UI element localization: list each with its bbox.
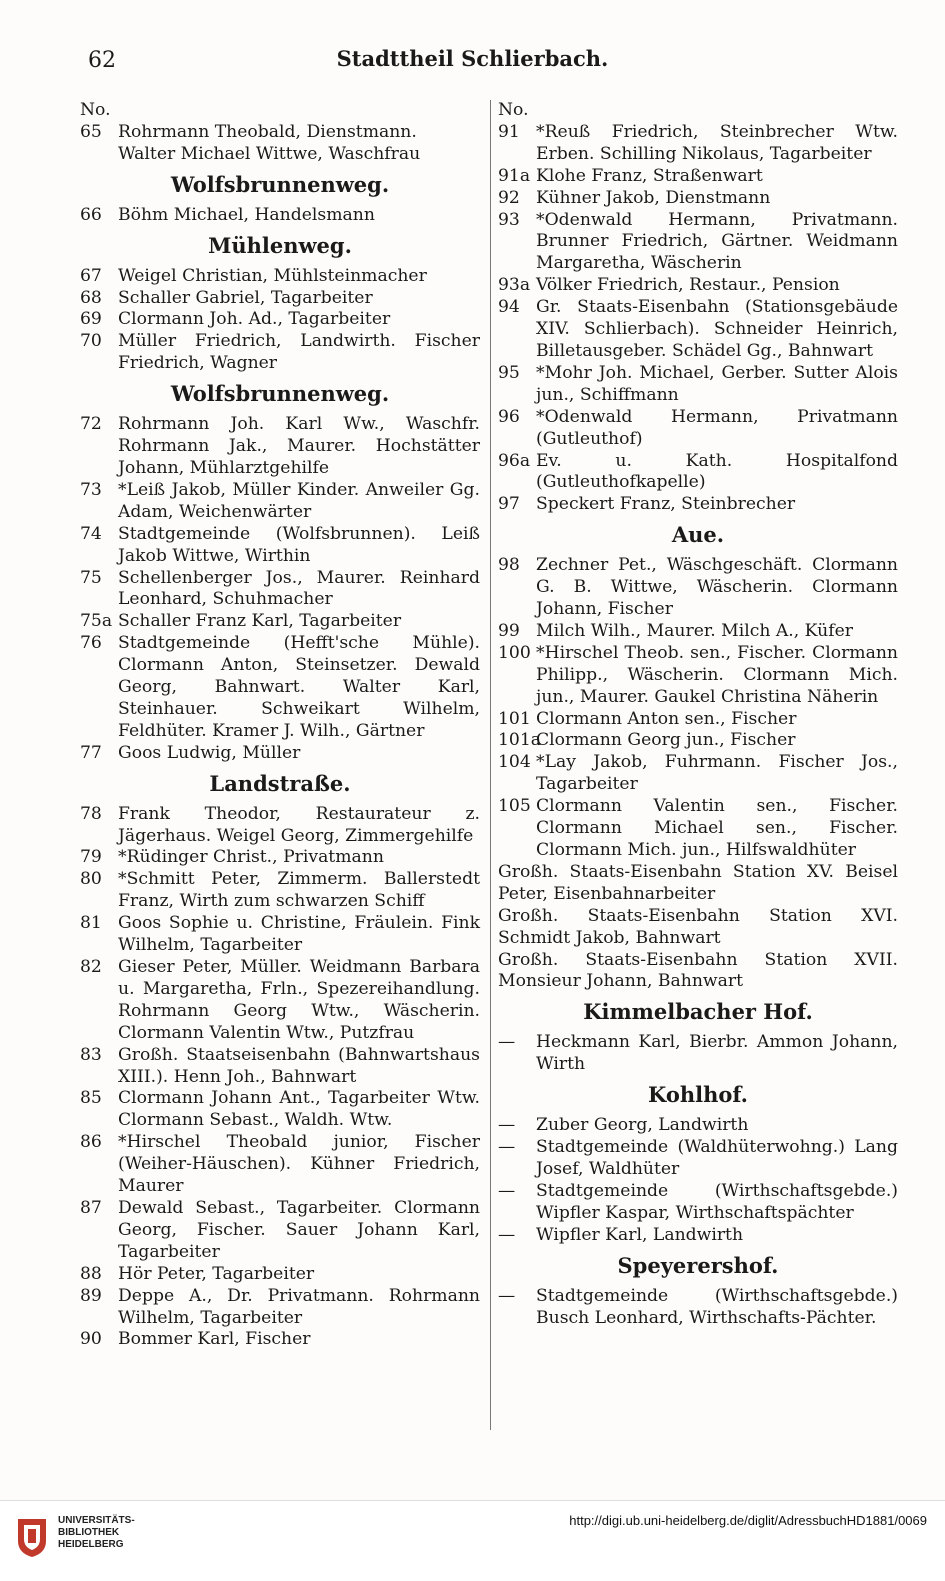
column-number-label: No. <box>80 100 111 120</box>
entry-text: Goos Sophie u. Christine, Fräulein. Fink Wilhelm, Tagarbeiter <box>118 913 480 956</box>
footer <box>0 1500 945 1581</box>
directory-entry <box>80 1088 480 1132</box>
house-number: 78 <box>80 803 102 824</box>
library-name: UNIVERSITÄTS- BIBLIOTHEK HEIDELBERG <box>58 1515 135 1550</box>
entry-text: Speckert Franz, Steinbrecher <box>536 494 796 515</box>
entry-text: *Leiß Jakob, Müller Kinder. Anweiler Gg. Adam, Weichenwärter <box>118 479 480 522</box>
house-number: 73 <box>80 479 102 500</box>
page-number: 62 <box>88 48 116 73</box>
directory-entry <box>80 1264 480 1286</box>
house-number: 86 <box>80 1132 102 1153</box>
house-number: 69 <box>80 309 102 330</box>
entry-text: *Odenwald Hermann, Privatmann. Brunner Friedrich, Gärtner. Weidmann Margaretha, Wäscherin <box>536 209 898 274</box>
entry-text: *Odenwald Hermann, Privatmann (Gutleuthof) <box>536 406 898 449</box>
entry-text: Stadtgemeinde (Wolfsbrunnen). Leiß Jakob Wittwe, Wirthin <box>118 523 480 566</box>
house-number: 74 <box>80 523 102 544</box>
entry-text: Großh. Staatseisenbahn (Bahnwartshaus XIII.). Henn Joh., Bahnwart <box>118 1044 480 1087</box>
entry-text: *Hirschel Theobald junior, Fischer (Weiher-Häuschen). Kühner Friedrich, Maurer <box>118 1132 480 1197</box>
directory-entry <box>80 266 480 288</box>
entry-continuation: Walter Michael Wittwe, Waschfrau <box>118 143 421 164</box>
entry-text: Rohrmann Theobald, Dienstmann. <box>118 121 417 142</box>
directory-entry <box>80 480 480 524</box>
entry-text: *Schmitt Peter, Zimmerm. Ballerstedt Franz, Wirth zum schwarzen Schiff <box>118 869 480 912</box>
entry-text: Gieser Peter, Müller. Weidmann Barbara u. Margaretha, Frln., Spezereihandlung. Rohrmann Georg Wtw., Wäscherin. Clormann Valentin Wtw., Putzfrau <box>118 957 480 1043</box>
house-number: 93a <box>498 275 531 296</box>
house-number: 67 <box>80 265 102 286</box>
entry-text: Clormann Anton sen., Fischer <box>536 708 797 729</box>
house-number: 94 <box>498 297 520 318</box>
house-number: 80 <box>80 869 102 890</box>
entry-text: Stadtgemeinde (Hefft'sche Mühle). Clormann Anton, Steinsetzer. Dewald Georg, Bahnwart. Walter Karl, Steinhauer. Schweikart Wilhelm, Feldhüter. Kramer J. Wilh., Gärtner <box>118 633 480 741</box>
directory-entry <box>80 847 480 869</box>
house-number: 87 <box>80 1197 102 1218</box>
directory-entry <box>498 1286 898 1330</box>
entry-text: Deppe A., Dr. Privatmann. Rohrmann Wilhelm, Tagarbeiter <box>118 1285 480 1328</box>
house-number: — <box>498 1032 516 1053</box>
directory-entry <box>498 297 898 363</box>
entry-text: Kühner Jakob, Dienstmann <box>536 187 771 208</box>
entry-text: Clormann Georg jun., Fischer <box>536 730 796 751</box>
directory-entry <box>498 555 898 621</box>
house-number: 92 <box>498 187 520 208</box>
directory-entry <box>498 451 898 495</box>
house-number: 85 <box>80 1088 102 1109</box>
house-number: 91 <box>498 121 520 142</box>
directory-entry <box>80 611 480 633</box>
entry-text: Schaller Franz Karl, Tagarbeiter <box>118 611 402 632</box>
house-number: 83 <box>80 1044 102 1065</box>
directory-entry-plain: Großh. Staats-Eisenbahn Station XVII. Monsieur Johann, Bahnwart <box>498 949 898 992</box>
directory-entry <box>498 796 898 862</box>
house-number: 70 <box>80 331 102 352</box>
house-number: 77 <box>80 742 102 763</box>
street-heading: Landstraße. <box>209 770 351 796</box>
entry-text: Clormann Joh. Ad., Tagarbeiter <box>118 309 391 330</box>
directory-entry <box>498 275 898 297</box>
house-number: — <box>498 1285 516 1306</box>
house-number: 96a <box>498 450 531 471</box>
entry-text: Völker Friedrich, Restaur., Pension <box>536 275 840 296</box>
right-column <box>498 100 898 1329</box>
house-number: 104 <box>498 752 531 773</box>
source-link[interactable]: http://digi.ub.uni-heidelberg.de/diglit/AdressbuchHD1881/0069 <box>569 1513 927 1528</box>
house-number: 79 <box>80 847 102 868</box>
entry-text: *Lay Jakob, Fuhrmann. Fischer Jos., Tagarbeiter <box>536 752 898 795</box>
directory-entry <box>498 1115 898 1137</box>
directory-entry <box>80 1045 480 1089</box>
house-number: 90 <box>80 1329 102 1350</box>
house-number: 98 <box>498 555 520 576</box>
directory-entry <box>498 166 898 188</box>
directory-entry <box>80 524 480 568</box>
house-number: 75a <box>80 611 113 632</box>
entry-text: Zuber Georg, Landwirth <box>536 1115 749 1136</box>
left-column <box>80 100 480 1351</box>
entry-text: Schellenberger Jos., Maurer. Reinhard Leonhard, Schuhmacher <box>118 567 480 610</box>
street-heading: Kohlhof. <box>648 1082 748 1108</box>
directory-entry <box>80 205 480 227</box>
directory-entry <box>80 1286 480 1330</box>
directory-entry <box>80 1329 480 1351</box>
entry-text: Stadtgemeinde (Wirthschaftsgebde.) Wipfler Kaspar, Wirthschaftspächter <box>536 1180 898 1223</box>
directory-entry <box>80 288 480 310</box>
directory-entry <box>80 414 480 480</box>
directory-entry-plain: Großh. Staats-Eisenbahn Station XV. Beisel Peter, Eisenbahnarbeiter <box>498 861 898 904</box>
directory-entry <box>498 1137 898 1181</box>
entry-text: Bommer Karl, Fischer <box>118 1329 311 1350</box>
directory-entry <box>498 1181 898 1225</box>
entry-text: *Reuß Friedrich, Steinbrecher Wtw. Erben. Schilling Nikolaus, Tagarbeiter <box>536 121 898 164</box>
directory-entry <box>80 869 480 913</box>
house-number: 72 <box>80 414 102 435</box>
directory-entry <box>498 407 898 451</box>
street-heading: Wolfsbrunnenweg. <box>170 171 390 197</box>
directory-entry <box>498 188 898 210</box>
house-number: 68 <box>80 287 102 308</box>
directory-entry <box>498 709 898 731</box>
entry-text: Gr. Staats-Eisenbahn (Stationsgebäude XIV. Schlierbach). Schneider Heinrich, Billetausgeber. Schädel Gg., Bahnwart <box>536 297 898 361</box>
directory-entry <box>80 568 480 612</box>
house-number: 66 <box>80 204 102 225</box>
house-number: 82 <box>80 957 102 977</box>
entry-text: Stadtgemeinde (Wirthschaftsgebde.) Busch Leonhard, Wirthschafts-Pächter. <box>536 1285 898 1328</box>
directory-entry <box>498 122 898 166</box>
entry-text: Böhm Michael, Handelsmann <box>118 204 375 225</box>
street-heading: Mühlenweg. <box>208 232 352 258</box>
entry-text: Wipfler Karl, Landwirth <box>536 1224 744 1245</box>
house-number: 75 <box>80 567 102 588</box>
house-number: 100 <box>498 642 531 663</box>
entry-text: *Mohr Joh. Michael, Gerber. Sutter Alois jun., Schiffmann <box>536 362 898 405</box>
entry-text: Goos Ludwig, Müller <box>118 742 301 763</box>
street-heading: Aue. <box>671 522 725 548</box>
entry-text: Frank Theodor, Restaurateur z. Jägerhaus. Weigel Georg, Zimmergehilfe <box>118 803 480 846</box>
house-number: 95 <box>498 362 520 383</box>
directory-entry <box>498 1225 898 1247</box>
directory-entry <box>498 730 898 752</box>
house-number: 101 <box>498 708 531 729</box>
directory-entry <box>80 957 480 1045</box>
directory-entry <box>498 621 898 643</box>
entry-text: *Rüdinger Christ., Privatmann <box>118 847 384 868</box>
house-number: 88 <box>80 1263 102 1284</box>
house-number: 89 <box>80 1285 102 1306</box>
directory-entry <box>80 122 480 144</box>
house-number: 91a <box>498 165 531 186</box>
street-heading: Wolfsbrunnenweg. <box>170 381 390 407</box>
directory-entry <box>80 331 480 375</box>
directory-entry-plain: Großh. Staats-Eisenbahn Station XVI. Schmidt Jakob, Bahnwart <box>498 905 898 948</box>
directory-entry <box>498 363 898 407</box>
entry-text: Dewald Sebast., Tagarbeiter. Clormann Georg, Fischer. Sauer Johann Karl, Tagarbeiter <box>118 1197 480 1262</box>
entry-text: Heckmann Karl, Bierbr. Ammon Johann, Wirth <box>536 1032 898 1075</box>
entry-text: Klohe Franz, Straßenwart <box>536 165 763 186</box>
directory-entry <box>498 1032 898 1076</box>
directory-entry <box>498 643 898 709</box>
directory-entry <box>80 804 480 848</box>
entry-text: Zechner Pet., Wäschgeschäft. Clormann G. B. Wittwe, Wäscherin. Clormann Johann, Fischer <box>536 555 898 620</box>
directory-entry <box>498 752 898 796</box>
directory-entry <box>498 494 898 516</box>
entry-text: Rohrmann Joh. Karl Ww., Waschfr. Rohrmann Jak., Maurer. Hochstätter Johann, Mühlarztgehilfe <box>118 414 480 478</box>
house-number: 105 <box>498 796 531 817</box>
column-number-label: No. <box>498 100 529 120</box>
directory-entry <box>80 913 480 957</box>
entry-text: Clormann Valentin sen., Fischer. Clormann Michael sen., Fischer. Clormann Mich. jun., Hilfswaldhüter <box>536 796 898 860</box>
entry-text: Müller Friedrich, Landwirth. Fischer Friedrich, Wagner <box>118 331 480 374</box>
entry-text: Weigel Christian, Mühlsteinmacher <box>118 265 427 286</box>
directory-entry <box>80 1198 480 1264</box>
entry-text: Milch Wilh., Maurer. Milch A., Küfer <box>536 620 853 641</box>
house-number: — <box>498 1180 516 1201</box>
house-number: 101a <box>498 730 542 751</box>
house-number: 97 <box>498 494 520 515</box>
page-header <box>0 44 945 78</box>
column-divider <box>490 100 491 1430</box>
house-number: 76 <box>80 633 102 654</box>
directory-entry <box>80 743 480 765</box>
entry-text: *Hirschel Theob. sen., Fischer. Clormann Philipp., Wäscherin. Clormann Mich. jun., Maurer. Gaukel Christina Näherin <box>536 642 898 707</box>
street-heading: Speyerershof. <box>617 1252 779 1278</box>
directory-entry <box>80 309 480 331</box>
entry-text: Stadtgemeinde (Waldhüterwohng.) Lang Josef, Waldhüter <box>536 1137 898 1179</box>
house-number: 81 <box>80 913 102 934</box>
entry-text: Schaller Gabriel, Tagarbeiter <box>118 287 373 308</box>
house-number: — <box>498 1224 516 1245</box>
house-number: — <box>498 1137 516 1158</box>
house-number: 96 <box>498 406 520 427</box>
house-number: 99 <box>498 620 520 641</box>
library-logo-icon <box>14 1515 50 1559</box>
running-head: Stadttheil Schlierbach. <box>336 46 609 71</box>
house-number: 65 <box>80 121 102 142</box>
house-number: 93 <box>498 209 520 230</box>
entry-text: Clormann Johann Ant., Tagarbeiter Wtw. Clormann Sebast., Waldh. Wtw. <box>118 1088 480 1131</box>
directory-entry <box>80 1132 480 1198</box>
house-number: — <box>498 1115 516 1136</box>
entry-text: Ev. u. Kath. Hospitalfond (Gutleuthofkapelle) <box>536 450 898 493</box>
street-heading: Kimmelbacher Hof. <box>583 999 813 1025</box>
directory-entry <box>498 210 898 276</box>
entry-text: Hör Peter, Tagarbeiter <box>118 1263 315 1284</box>
directory-entry <box>80 633 480 743</box>
